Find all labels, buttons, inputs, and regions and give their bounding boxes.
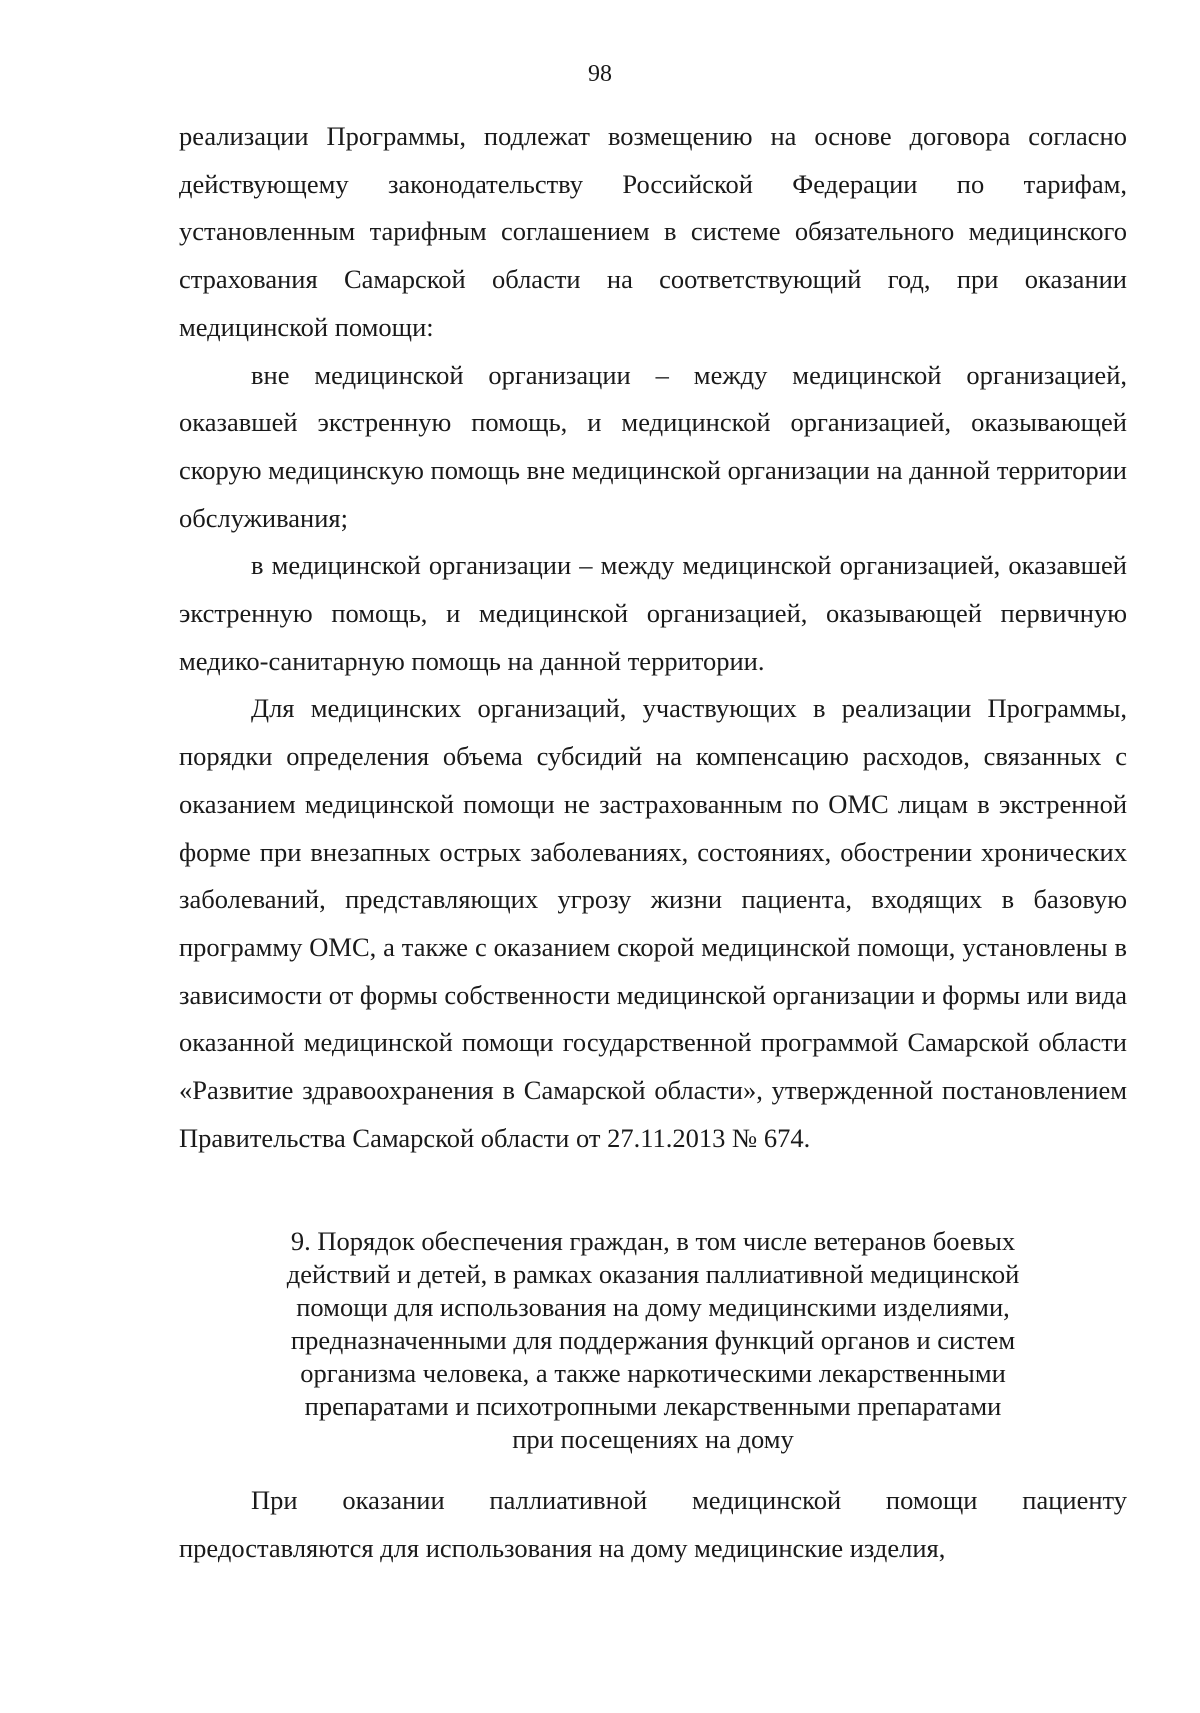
paragraph-inside-organization: в медицинской организации – между медицинской организацией, оказавшей экстренную помощь, и медицинской организацией, оказывающей первичную медико-санитарную помощь на данной территории. xyxy=(179,550,1127,676)
document-body xyxy=(179,113,1127,1162)
paragraph-subsidies: Для медицинских организаций, участвующих в реализации Программы, порядки определения объема субсидий на компенсацию расходов, связанных с оказанием медицинской помощи не застрахованным по ОМС лицам в экстренной форме при внезапных острых заболеваниях, состояниях, обострении хронических заболеваний, представляющих угрозу жизни пациента, входящих в базовую программу ОМС, а также с оказанием скорой медицинской помощи, установлены в зависимости от формы собственности медицинской организации и формы или вида оказанной медицинской помощи государственной программой Самарской области «Развитие здравоохранения в Самарской области», утвержденной постановлением Правительства Самарской области от 27.11.2013 № 674. xyxy=(179,693,1127,1153)
section-heading: 9. Порядок обеспечения граждан, в том числе ветеранов боевых действий и детей, в рамках оказания паллиативной медицинской помощи для использования на дому медицинскими изделиями, предназначенными для поддержания функций органов и систем организма человека, а также наркотическими лекарственными препаратами и психотропными лекарственными препаратами при посещениях на дому xyxy=(286,1226,1020,1454)
paragraph-palliative-care: При оказании паллиативной медицинской помощи пациенту предоставляются для использования на дому медицинские изделия, xyxy=(179,1485,1127,1563)
section-body xyxy=(179,1477,1127,1572)
paragraph-outside-organization: вне медицинской организации – между медицинской организацией, оказавшей экстренную помощь, и медицинской организацией, оказывающей скорую медицинскую помощь вне медицинской организации на данной территории обслуживания; xyxy=(179,359,1127,533)
page-number: 98 xyxy=(588,61,612,87)
paragraph-continuation: реализации Программы, подлежат возмещению на основе договора согласно действующему законодательству Российской Федерации по тарифам, установленным тарифным соглашением в системе обязательного медицинского страхования Самарской области на соответствующий год, при оказании медицинской помощи: xyxy=(179,121,1127,342)
